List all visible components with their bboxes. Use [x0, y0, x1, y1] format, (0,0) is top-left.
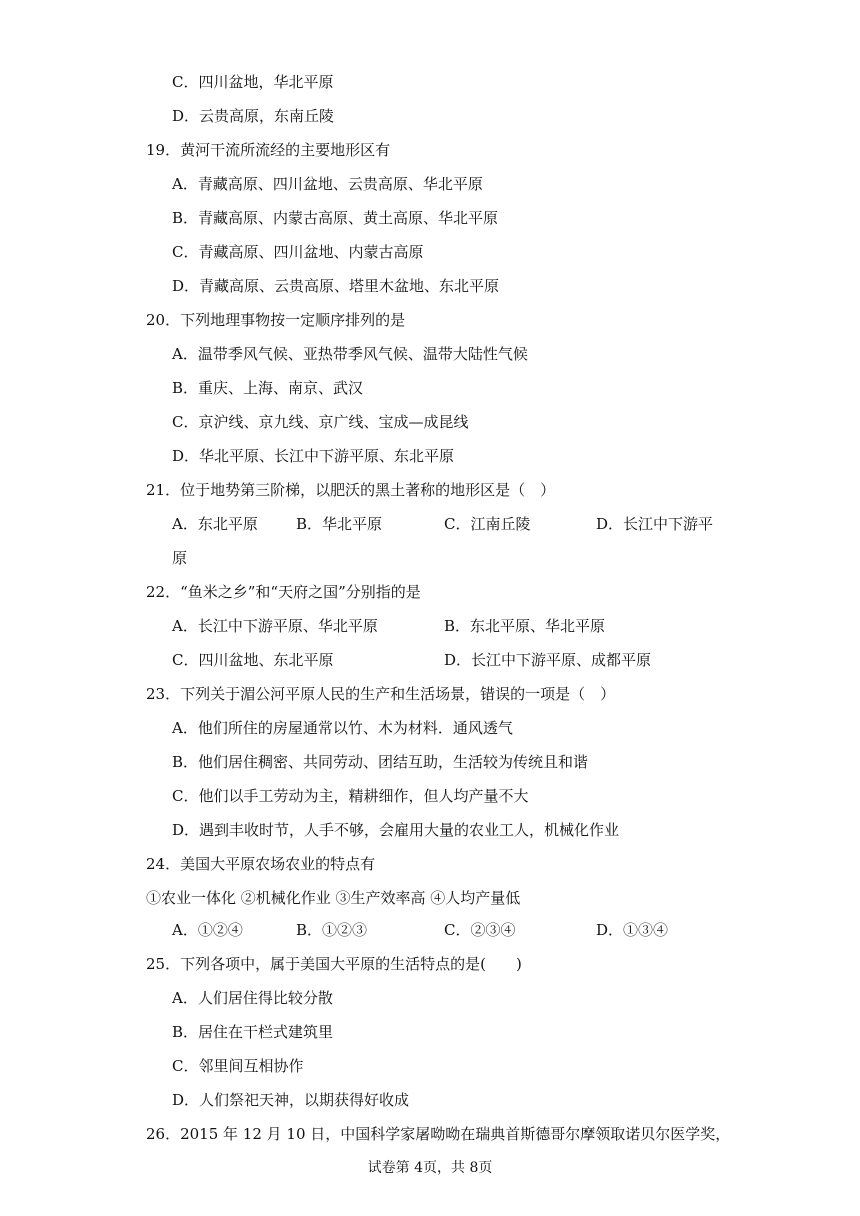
q20-stem: 20．下列地理事物按一定顺序排列的是 [146, 311, 406, 329]
q18-option-c: C．四川盆地，华北平原 [172, 73, 334, 91]
q20-option-c: C．京沪线、京九线、京广线、宝成—成昆线 [172, 413, 469, 431]
q24-option-a: A．①②④ [172, 921, 243, 939]
page-footer: 试卷第 4页，共 8页 [367, 1160, 493, 1176]
q23-option-a: A．他们所住的房屋通常以竹、木为材料．通风透气 [172, 719, 513, 737]
q21-option-c: C．江南丘陵 [444, 515, 531, 533]
q22-option-a: A．长江中下游平原、华北平原 [172, 617, 378, 635]
q21-option-d-continued: 原 [172, 549, 188, 567]
q25-option-d: D．人们祭祀天神，以期获得好收成 [172, 1091, 410, 1109]
q20-option-b: B．重庆、上海、南京、武汉 [172, 379, 364, 397]
q25-option-b: B．居住在干栏式建筑里 [172, 1023, 334, 1041]
q24-items: ①农业一体化 ②机械化作业 ③生产效率高 ④人均产量低 [146, 889, 521, 907]
q22-option-d: D．长江中下游平原、成都平原 [444, 651, 652, 669]
q21-option-b: B．华北平原 [296, 515, 383, 533]
q22-option-b: B．东北平原、华北平原 [444, 617, 606, 635]
q18-option-d: D．云贵高原，东南丘陵 [172, 107, 335, 125]
q21-option-a: A．东北平原 [172, 515, 258, 533]
q21-stem: 21．位于地势第三阶梯，以肥沃的黑土著称的地形区是（ ） [146, 481, 556, 499]
q26-stem: 26．2015 年 12 月 10 日，中国科学家屠呦呦在瑞典首斯德哥尔摩领取诺贝尔医学奖， [146, 1125, 731, 1143]
q25-stem: 25．下列各项中，属于美国大平原的生活特点的是( ) [146, 955, 522, 973]
q24-option-c: C．②③④ [444, 921, 516, 939]
q25-option-c: C．邻里间互相协作 [172, 1057, 304, 1075]
q24-stem: 24．美国大平原农场农业的特点有 [146, 855, 376, 873]
q20-option-d: D．华北平原、长江中下游平原、东北平原 [172, 447, 455, 465]
q24-option-d: D．①③④ [596, 921, 669, 939]
q19-option-a: A．青藏高原、四川盆地、云贵高原、华北平原 [172, 175, 483, 193]
q22-option-c: C．四川盆地、东北平原 [172, 651, 334, 669]
q19-option-b: B．青藏高原、内蒙古高原、黄土高原、华北平原 [172, 209, 499, 227]
q19-option-d: D．青藏高原、云贵高原、塔里木盆地、东北平原 [172, 277, 500, 295]
q23-option-d: D．遇到丰收时节，人手不够，会雇用大量的农业工人，机械化作业 [172, 821, 620, 839]
q20-option-a: A．温带季风气候、亚热带季风气候、温带大陆性气候 [172, 345, 528, 363]
q23-stem: 23．下列关于湄公河平原人民的生产和生活场景，错误的一项是（ ） [146, 685, 616, 703]
q22-stem: 22．“鱼米之乡”和“天府之国”分别指的是 [146, 583, 421, 601]
q25-option-a: A．人们居住得比较分散 [172, 989, 333, 1007]
q19-stem: 19．黄河干流所流经的主要地形区有 [146, 141, 391, 159]
q24-option-b: B．①②③ [296, 921, 368, 939]
q23-option-c: C．他们以手工劳动为主，精耕细作，但人均产量不大 [172, 787, 529, 805]
q21-option-d: D．长江中下游平 [596, 515, 714, 533]
q23-option-b: B．他们居住稠密、共同劳动、团结互助，生活较为传统且和谐 [172, 753, 589, 771]
q19-option-c: C．青藏高原、四川盆地、内蒙古高原 [172, 243, 424, 261]
